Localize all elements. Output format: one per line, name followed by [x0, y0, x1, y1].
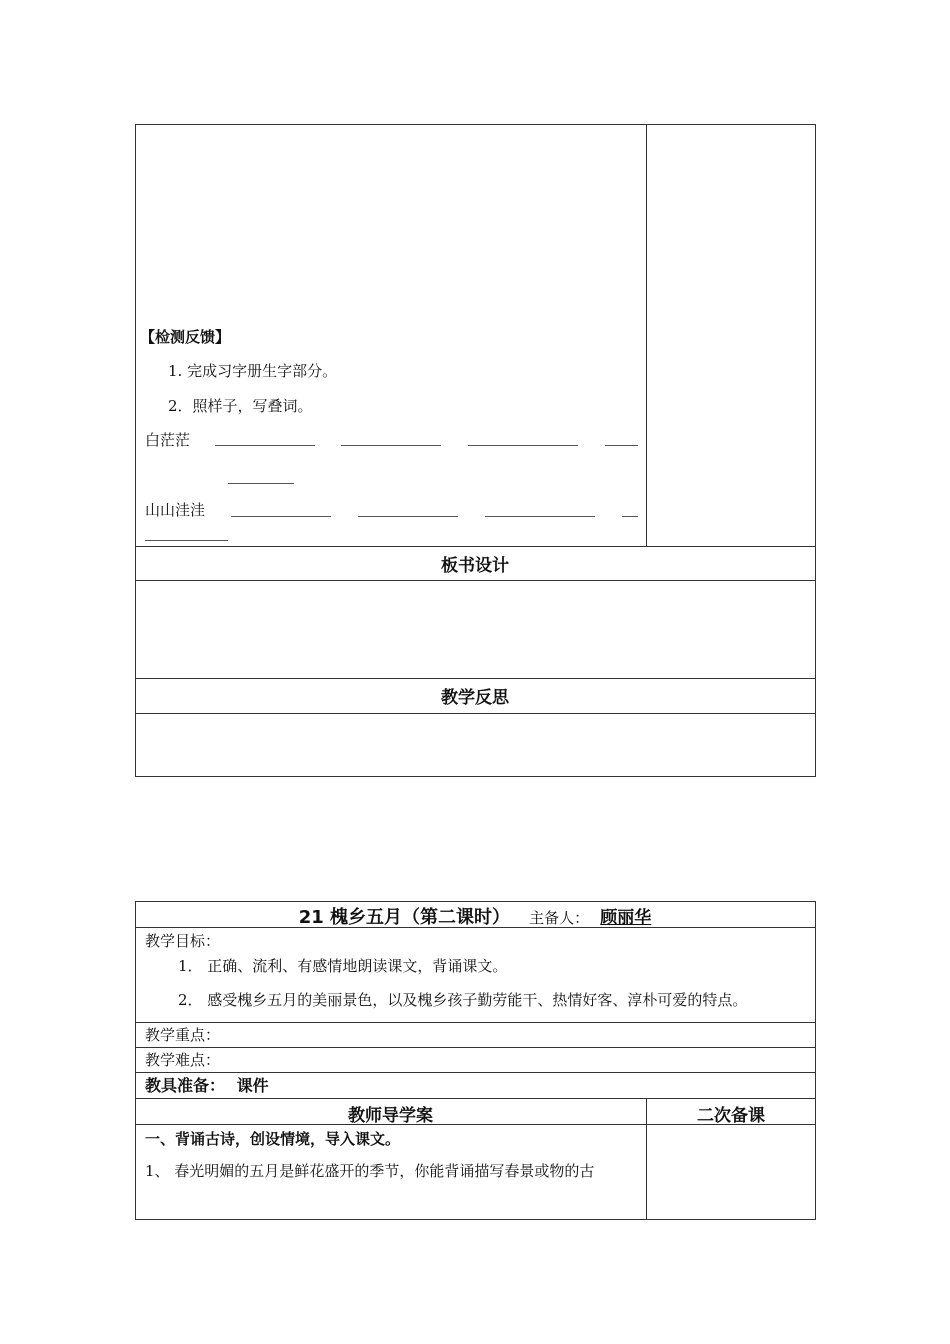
- objectives-label: 教学目标：: [145, 932, 221, 950]
- blank-line: [605, 445, 638, 446]
- key-points-label: 教学重点：: [145, 1026, 221, 1044]
- lesson-title: 21 槐乡五月（第二课时）: [298, 907, 511, 928]
- feedback-item-1: 1. 完成习字册生字部分。: [168, 362, 338, 380]
- materials-label: 教具准备：: [145, 1076, 226, 1095]
- column-header-second: 二次备课: [697, 1106, 765, 1126]
- example-word-1: 白茫茫: [145, 431, 191, 449]
- blank-line: [485, 516, 595, 517]
- blank-line: [231, 516, 331, 517]
- materials-value: 课件: [236, 1076, 269, 1095]
- teaching-reflection-heading: 教学反思: [441, 688, 509, 708]
- section-1-heading: 一、背诵古诗，创设情境，导入课文。: [145, 1130, 401, 1148]
- blank-line: [228, 483, 294, 484]
- blank-line: [215, 445, 315, 446]
- materials-row: [145, 1076, 269, 1095]
- lesson-title-row: [135, 903, 815, 929]
- difficulties-label: 教学难点：: [145, 1051, 221, 1069]
- feedback-item-2: 2．照样子，写叠词。: [168, 397, 313, 415]
- table-2-row-divider: [135, 1072, 816, 1073]
- objective-1: 1． 正确、流利、有感情地朗读课文，背诵课文。: [178, 957, 508, 975]
- preparer-name: 顾丽华: [600, 908, 652, 928]
- table-1: [135, 124, 816, 777]
- table-1-row-divider: [135, 546, 816, 547]
- blank-line: [341, 445, 441, 446]
- feedback-heading: 【检测反馈】: [140, 328, 231, 346]
- table-1-row-divider: [135, 678, 816, 679]
- column-header-teacher: 教师导学案: [348, 1106, 433, 1126]
- blank-line: [358, 516, 458, 517]
- board-design-heading: 板书设计: [441, 556, 509, 576]
- blank-line: [468, 445, 578, 446]
- table-2-row-divider: [135, 1022, 816, 1023]
- table-2-row-divider: [135, 1047, 816, 1048]
- blank-line: [622, 516, 638, 517]
- table-2-row-divider: [135, 1098, 816, 1099]
- objective-2: 2． 感受槐乡五月的美丽景色，以及槐乡孩子勤劳能干、热情好客、淳朴可爱的特点。: [178, 991, 748, 1009]
- table-1-column-divider: [646, 124, 647, 547]
- example-word-2: 山山洼洼: [145, 501, 206, 519]
- preparer-label: 主备人：: [529, 909, 590, 927]
- table-1-row-divider: [135, 580, 816, 581]
- paragraph-1: 1、 春光明媚的五月是鲜花盛开的季节，你能背诵描写春景或物的古: [145, 1162, 595, 1180]
- blank-line: [145, 540, 228, 541]
- table-1-row-divider: [135, 713, 816, 714]
